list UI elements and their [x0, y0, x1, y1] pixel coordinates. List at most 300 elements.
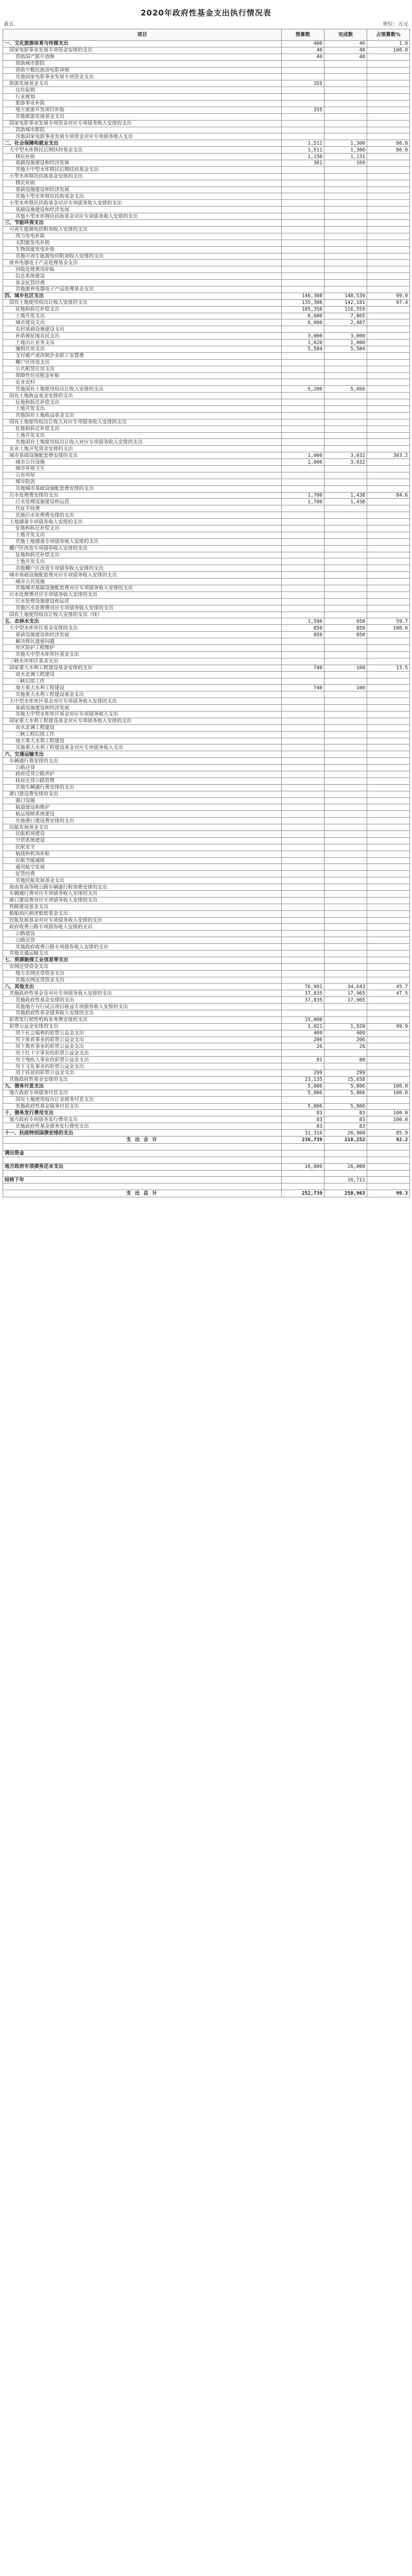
row-pct [367, 479, 410, 485]
row-done [324, 220, 367, 227]
row-pct [367, 319, 410, 326]
row-budget [282, 439, 324, 446]
row-done [324, 804, 367, 811]
row-pct [367, 87, 410, 94]
table-row [3, 1123, 410, 1130]
row-pct [367, 340, 410, 346]
table-row [3, 352, 410, 359]
row-budget: 5,200 [282, 386, 324, 393]
row-done: 850 [324, 632, 367, 638]
row-done [324, 612, 367, 618]
row-name: 其他可再生能源电价附加收入安排的支出 [3, 253, 282, 260]
row-done: 1,131 [324, 154, 367, 160]
row-name: 其他污水处理费安排的支出 [3, 512, 282, 519]
row-pct [367, 1057, 410, 1063]
table-row [3, 724, 410, 731]
row-done [324, 777, 367, 784]
table-row [3, 60, 410, 67]
row-name: 十、债务发行费用支出 [3, 1110, 282, 1116]
row-pct [367, 997, 410, 1004]
row-pct [367, 951, 410, 957]
row-pct [367, 1043, 410, 1050]
row-done [324, 811, 367, 818]
row-budget: 81 [282, 1057, 324, 1063]
row-done [324, 930, 367, 937]
table-row [3, 837, 410, 844]
row-pct [367, 585, 410, 592]
row-name: 其他废弃电器电子产品处理基金支出 [3, 286, 282, 293]
table-row [3, 419, 410, 426]
row-pct [367, 180, 410, 187]
row-name: 其他政府收费公路专项债券收入安排的支出 [3, 944, 282, 951]
row-pct [367, 499, 410, 505]
row-budget: 83 [282, 1123, 324, 1130]
row-done [324, 724, 367, 731]
header-item: 项目 [3, 29, 282, 41]
row-pct [367, 977, 410, 984]
row-done [324, 166, 367, 173]
row-done [324, 951, 367, 957]
row-name: 其他政府性基金债务付息支出 [3, 1103, 282, 1110]
row-done [324, 286, 367, 293]
row-pct [367, 472, 410, 479]
total-budget: 236,739 [282, 1136, 324, 1143]
table-row [3, 831, 410, 837]
table-code: 表五 [4, 21, 14, 27]
row-budget [282, 678, 324, 685]
row-done [324, 891, 367, 897]
row-budget [282, 963, 324, 970]
table-row [3, 957, 410, 963]
table-row [3, 426, 410, 432]
row-budget [282, 724, 324, 731]
table-row [3, 605, 410, 612]
row-done [324, 246, 367, 253]
row-pct [367, 133, 410, 140]
row-done: 26,900 [324, 1130, 367, 1137]
row-done [324, 87, 367, 94]
table-row [3, 412, 410, 419]
row-budget [282, 579, 324, 585]
table-row [3, 399, 410, 406]
row-name: 其他政府性基金及对应专项债务收入安排的支出 [3, 990, 282, 997]
row-name: 公路还贷 [3, 937, 282, 944]
row-done [324, 1150, 367, 1157]
row-done [324, 80, 367, 87]
row-name: 南水北调工程建设 [3, 724, 282, 731]
row-name: 其他大中型水库库区基金支出 [3, 651, 282, 658]
row-pct [367, 970, 410, 977]
row-budget [282, 405, 324, 412]
row-name: 征地和拆迁补偿支出 [3, 526, 282, 532]
other-row [3, 1150, 410, 1157]
table-row [3, 705, 410, 711]
table-row [3, 1030, 410, 1037]
row-pct [367, 107, 410, 113]
grand-total-budget: 252,739 [282, 1190, 324, 1197]
row-name: 土地开发支出 [3, 313, 282, 319]
row-done: 299 [324, 1070, 367, 1077]
row-budget: 1,511 [282, 147, 324, 154]
row-budget: 37,835 [282, 990, 324, 997]
row-pct [367, 519, 410, 526]
row-budget [282, 585, 324, 592]
row-done [324, 120, 367, 127]
row-budget [282, 187, 324, 193]
row-budget [282, 1096, 324, 1103]
row-budget [282, 851, 324, 857]
row-budget [282, 127, 324, 133]
row-pct [367, 359, 410, 366]
row-budget: 1,021 [282, 1023, 324, 1030]
row-done [324, 744, 367, 751]
table-row [3, 951, 410, 957]
row-done [324, 472, 367, 479]
row-budget [282, 372, 324, 379]
row-budget [282, 253, 324, 260]
row-pct [367, 512, 410, 519]
row-done [324, 412, 367, 419]
row-done: 2,487 [324, 319, 367, 326]
table-row [3, 744, 410, 751]
row-name: 其他土地储备专项债券收入安排的支出 [3, 538, 282, 545]
row-name: 回收处理费用补贴 [3, 266, 282, 273]
table-row [3, 572, 410, 579]
table-row [3, 1110, 410, 1116]
row-done [324, 505, 367, 512]
row-pct [367, 54, 410, 60]
row-pct: 100.0 [367, 47, 410, 54]
row-done: 169 [324, 160, 367, 167]
row-budget [282, 791, 324, 798]
row-pct [367, 505, 410, 512]
row-budget [282, 426, 324, 432]
table-row [3, 758, 410, 765]
row-done: 116,559 [324, 306, 367, 313]
row-budget [282, 280, 324, 286]
expenditure-table [3, 29, 410, 1197]
row-budget: 1,511 [282, 140, 324, 147]
row-done [324, 924, 367, 930]
row-done [324, 691, 367, 698]
table-row [3, 937, 410, 944]
row-done [324, 426, 367, 432]
table-row [3, 698, 410, 705]
row-budget [282, 180, 324, 187]
row-done [324, 751, 367, 758]
row-done [324, 479, 367, 485]
table-row [3, 485, 410, 492]
row-budget [282, 818, 324, 824]
row-pct [367, 207, 410, 213]
row-budget [282, 532, 324, 538]
table-row [3, 67, 410, 74]
row-name: 通用航空发展 [3, 864, 282, 871]
table-row [3, 180, 410, 187]
row-pct [367, 1063, 410, 1070]
row-pct: 86.0 [367, 140, 410, 147]
row-done [324, 844, 367, 851]
row-done [324, 253, 367, 260]
table-row [3, 452, 410, 459]
table-row [3, 160, 410, 167]
total-row-expenditure [3, 1136, 410, 1143]
table-row [3, 784, 410, 791]
row-name: 三、节能环保支出 [3, 220, 282, 227]
row-pct [367, 466, 410, 472]
row-done [324, 1016, 367, 1023]
table-row [3, 871, 410, 877]
row-done: 16,000 [324, 1163, 367, 1170]
row-name: 五、农林水支出 [3, 618, 282, 625]
table-row [3, 738, 410, 744]
row-done [324, 957, 367, 963]
row-budget: 400 [282, 41, 324, 47]
table-row [3, 891, 410, 897]
row-pct [367, 213, 410, 220]
table-row [3, 851, 410, 857]
row-pct [367, 877, 410, 884]
table-row [3, 113, 410, 120]
row-name: 污水处理费对应专项债务收入安排的支出 [3, 591, 282, 598]
row-name: 城市环境卫生 [3, 466, 282, 472]
table-header-row [3, 29, 410, 41]
row-done: 206 [324, 1037, 367, 1043]
row-done [324, 605, 367, 612]
row-pct [367, 904, 410, 910]
row-done [324, 591, 367, 598]
row-budget [282, 419, 324, 426]
row-pct: 100.0 [367, 1090, 410, 1096]
row-pct [367, 924, 410, 930]
row-name: 民航发展基金支出 [3, 824, 282, 831]
row-done [324, 831, 367, 837]
row-name: 污水处理设施建设和运营 [3, 499, 282, 505]
row-pct [367, 393, 410, 399]
row-budget [282, 538, 324, 545]
row-pct [367, 1150, 410, 1157]
row-name: 国有土地收益基金安排的支出 [3, 393, 282, 399]
row-budget [282, 837, 324, 844]
row-budget [282, 711, 324, 718]
row-pct [367, 963, 410, 970]
table-row [3, 286, 410, 293]
table-row [3, 638, 410, 645]
row-done [324, 572, 367, 579]
row-done [324, 512, 367, 519]
row-budget [282, 273, 324, 280]
row-budget [282, 731, 324, 738]
row-name: 港口设施 [3, 798, 282, 804]
row-budget: 1,000 [282, 452, 324, 459]
row-name: 农村基础设施建设支出 [3, 326, 282, 333]
row-name: 民航安全 [3, 844, 282, 851]
row-done: 5,806 [324, 1090, 367, 1096]
row-pct [367, 685, 410, 691]
row-done [324, 771, 367, 777]
row-budget: 31,316 [282, 1130, 324, 1137]
row-done [324, 718, 367, 724]
row-budget [282, 930, 324, 937]
row-budget [282, 552, 324, 558]
row-name: 民航发展基金对应专项债务收入安排的支出 [3, 917, 282, 924]
row-pct [367, 1030, 410, 1037]
row-done [324, 558, 367, 565]
row-name: 土地开发支出 [3, 432, 282, 439]
row-name: 七、资源勘探工业信息等支出 [3, 957, 282, 963]
row-done [324, 100, 367, 107]
table-row [3, 379, 410, 386]
row-budget [282, 957, 324, 963]
row-name: 农业农村 [3, 379, 282, 386]
row-name: 城市基础设施配套费对应专项债务收入安排的支出 [3, 572, 282, 579]
row-name: 地方政府专项债务还本支出 [3, 1163, 282, 1170]
row-done [324, 904, 367, 910]
table-row [3, 731, 410, 738]
row-done [324, 94, 367, 100]
row-done [324, 917, 367, 924]
row-budget: 850 [282, 625, 324, 632]
row-name: 小型水库移民扶助基金安排的支出 [3, 173, 282, 180]
grand-total-label: 支 出 总 计 [3, 1190, 282, 1197]
row-pct [367, 944, 410, 951]
row-done: 5,666 [324, 386, 367, 393]
row-pct [367, 784, 410, 791]
row-pct [367, 711, 410, 718]
row-budget [282, 286, 324, 293]
row-done [324, 113, 367, 120]
row-done [324, 585, 367, 592]
row-name: 用于社会福利的彩票公益金支出 [3, 1030, 282, 1037]
row-budget [282, 545, 324, 552]
row-pct [367, 738, 410, 744]
row-pct [367, 698, 410, 705]
row-done [324, 133, 367, 140]
row-pct [367, 127, 410, 133]
row-budget [282, 605, 324, 612]
row-name: 结转下年 [3, 1177, 282, 1183]
table-row [3, 1116, 410, 1123]
row-done: 1,300 [324, 147, 367, 154]
row-name: 彩票发行销售机构业务费安排的支出 [3, 1016, 282, 1023]
header-pct: 占预算数% [367, 29, 410, 41]
table-row [3, 824, 410, 831]
row-name: 廉租住房支出 [3, 346, 282, 352]
row-pct [367, 572, 410, 579]
row-pct [367, 432, 410, 439]
row-pct [367, 1037, 410, 1043]
row-budget: 76,991 [282, 984, 324, 990]
table-row [3, 54, 410, 60]
row-pct [367, 120, 410, 127]
row-pct [367, 80, 410, 87]
row-pct: 99.9 [367, 1023, 410, 1030]
table-row [3, 818, 410, 824]
row-pct [367, 1070, 410, 1077]
row-budget [282, 113, 324, 120]
row-name: 代征手续费 [3, 505, 282, 512]
row-name: 其他政府性基金债务收入安排的支出 [3, 1010, 282, 1017]
row-done [324, 399, 367, 406]
row-done [324, 127, 367, 133]
row-pct: 100.0 [367, 625, 410, 632]
row-done [324, 107, 367, 113]
row-done [324, 1096, 367, 1103]
row-budget [282, 133, 324, 140]
header-done: 完成数 [324, 29, 367, 41]
row-done [324, 352, 367, 359]
row-name: 移民补助 [3, 154, 282, 160]
table-row [3, 266, 410, 273]
row-budget [282, 412, 324, 419]
table-row [3, 1004, 410, 1010]
row-name: 用于扶贫的彩票公益金支出 [3, 1070, 282, 1077]
row-done [324, 944, 367, 951]
row-budget [282, 366, 324, 372]
row-name: 民航节能减排 [3, 857, 282, 864]
row-name: 十一、抗疫特别国债安排的支出 [3, 1130, 282, 1137]
table-row [3, 691, 410, 698]
table-row [3, 844, 410, 851]
row-name: 棚户区改造专项债券收入安排的支出 [3, 545, 282, 552]
table-row [3, 798, 410, 804]
table-row [3, 1090, 410, 1096]
row-name: 港口建设费对应专项债务收入安排的支出 [3, 897, 282, 904]
row-pct: 47.5 [367, 990, 410, 997]
table-row [3, 200, 410, 207]
row-pct [367, 844, 410, 851]
row-pct [367, 658, 410, 665]
row-name: 支付破产或改制企业职工安置费 [3, 352, 282, 359]
row-budget [282, 798, 324, 804]
row-budget [282, 691, 324, 698]
row-done [324, 552, 367, 558]
row-done [324, 738, 367, 744]
row-name: 其他农网还贷资金支出 [3, 977, 282, 984]
row-name: 海南省高等级公路车辆通行附加费安排的支出 [3, 884, 282, 891]
table-row [3, 100, 410, 107]
row-pct [367, 811, 410, 818]
row-name: 土地开发支出 [3, 405, 282, 412]
row-pct [367, 831, 410, 837]
row-done: 1,438 [324, 492, 367, 499]
row-pct [367, 638, 410, 645]
row-budget [282, 1010, 324, 1017]
row-name: 车辆通行费安排的支出 [3, 758, 282, 765]
row-done: 15,658 [324, 1076, 367, 1083]
table-row [3, 120, 410, 127]
row-name: 国有土地使用权出让收入安排的支出 [3, 299, 282, 306]
row-done [324, 678, 367, 685]
row-done: 3,032 [324, 452, 367, 459]
row-name: 土地开发支出 [3, 558, 282, 565]
table-row [3, 1070, 410, 1077]
row-name: 其他城市基础设施配套费安排的支出 [3, 485, 282, 492]
table-row [3, 552, 410, 558]
row-done [324, 705, 367, 711]
total-done: 218,252 [324, 1136, 367, 1143]
table-row [3, 963, 410, 970]
row-name: 大中型水库库区基金安排的支出 [3, 625, 282, 632]
table-row [3, 632, 410, 638]
row-done [324, 711, 367, 718]
table-row [3, 154, 410, 160]
table-row [3, 166, 410, 173]
table-row [3, 526, 410, 532]
row-name: 城市建设支出 [3, 319, 282, 326]
row-done [324, 837, 367, 844]
row-done [324, 207, 367, 213]
